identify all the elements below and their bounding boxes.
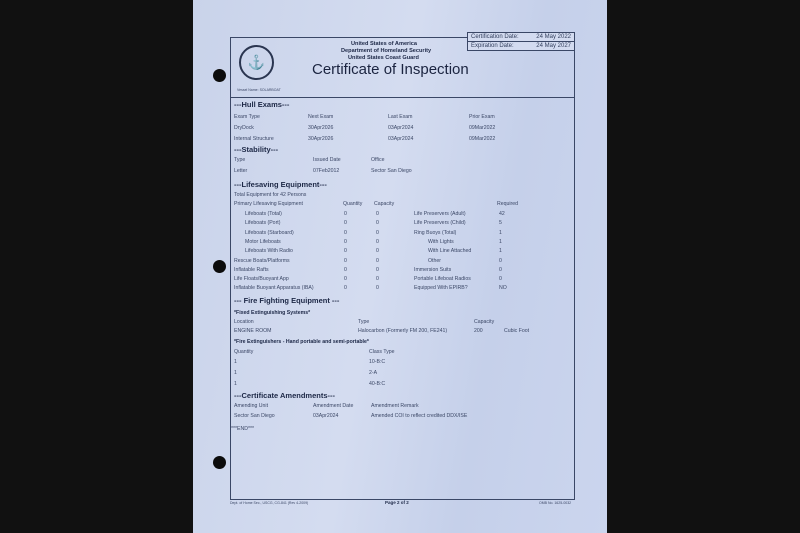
lifesaving-capacity: 0	[376, 220, 379, 227]
lifesaving-item: With Line Attached	[428, 248, 472, 255]
amend-col-header: Amendment Remark	[371, 403, 419, 409]
hull-cell: DryDock	[234, 125, 254, 131]
lifesaving-quantity: 0	[344, 276, 347, 283]
certificate-frame	[230, 34, 575, 500]
portable-cell: 1	[234, 359, 237, 365]
lifesaving-capacity: 0	[376, 257, 379, 264]
lifesaving-required: 0	[499, 276, 502, 283]
end-marker: ***END***	[231, 426, 255, 432]
lifesaving-required: 0	[499, 266, 502, 273]
portable-cell: 2-A	[369, 370, 378, 376]
portable-col-header: Class Type	[369, 349, 395, 355]
lifesaving-quantity: 0	[344, 257, 347, 264]
hull-cell: 09Mar2022	[469, 125, 496, 131]
lifesaving-quantity: 0	[344, 285, 347, 292]
lifesaving-col-header: Capacity	[374, 201, 395, 207]
lifesaving-item: Lifeboats (Starboard)	[245, 229, 294, 236]
footer-form-number: Dept. of Home Sec., USCG, CG-841 (Rev 4-2009)	[230, 501, 309, 505]
fixed-cell: ENGINE ROOM	[234, 328, 272, 334]
lifesaving-capacity: 0	[376, 211, 379, 217]
lifesaving-item: Other	[428, 257, 441, 264]
lifesaving-required: 1	[499, 238, 502, 245]
lifesaving-col-header: Primary Lifesaving Equipment	[234, 201, 303, 207]
lifesaving-item: Rescue Boats/Platforms	[234, 257, 290, 264]
fixed-systems-heading: *Fixed Extinguishing Systems*	[234, 310, 311, 316]
lifesaving-item: Motor Lifeboats	[245, 238, 281, 245]
stability-cell: Letter	[234, 168, 248, 174]
expiration-label: Expiration Date:	[471, 43, 514, 49]
stability-col-header: Issued Date	[313, 157, 341, 163]
lifesaving-required: 5	[499, 220, 502, 227]
amend-cell: Sector San Diego	[234, 413, 275, 419]
lifesaving-item: Life Floats/Buoyant App	[234, 276, 289, 283]
stability-col-header: Type	[234, 157, 246, 163]
lifesaving-capacity: 0	[376, 285, 379, 292]
portable-cell: 1	[234, 370, 237, 376]
portable-cell: 1	[234, 381, 237, 387]
hull-exams-heading: ---Hull Exams---	[234, 100, 290, 109]
lifesaving-item: Lifeboats (Port)	[245, 220, 281, 227]
vessel-name: Vessel Name: SOLARBOAT	[237, 88, 281, 92]
lifesaving-col-header: Quantity	[343, 201, 363, 207]
footer-omb: OMB No. 1625-0032	[539, 501, 572, 505]
lifesaving-capacity: 0	[376, 248, 379, 255]
fixed-cell: 200	[474, 328, 483, 334]
hull-col-header: Prior Exam	[469, 114, 495, 120]
lifesaving-required: 1	[499, 248, 502, 255]
stability-col-header: Office	[371, 157, 385, 163]
amend-col-header: Amendment Date	[313, 403, 354, 409]
punch-hole	[213, 260, 226, 273]
fixed-cell: Halocarbon (Formerly FM 200, FE241)	[358, 328, 448, 334]
lifesaving-quantity: 0	[344, 238, 347, 245]
header-line2: Department of Homeland Security	[341, 48, 432, 54]
header-line3: United States Coast Guard	[348, 55, 419, 61]
punch-hole	[213, 456, 226, 469]
lifesaving-required: 1	[499, 229, 502, 236]
page-title: Certificate of Inspection	[312, 61, 469, 78]
footer-page-number: Page 2 of 2	[385, 500, 409, 505]
lifesaving-item: Immersion Suits	[414, 266, 452, 273]
amend-cell: Amended COI to reflect credited DDX/ISE	[371, 413, 468, 419]
hull-cell: 30Apr2026	[308, 125, 334, 131]
lifesaving-quantity: 0	[344, 229, 347, 236]
expiration-date: 24 May 2027	[536, 43, 571, 49]
amend-cell: 03Apr2024	[313, 413, 339, 419]
stability-heading: ---Stability---	[234, 145, 279, 154]
certification-date: 24 May 2022	[536, 34, 571, 40]
lifesaving-item: Lifeboats With Radio	[245, 248, 293, 255]
lifesaving-heading: ---Lifesaving Equipment---	[234, 180, 327, 189]
hull-cell: 09Mar2022	[469, 136, 496, 142]
fixed-cell: Cubic Foot	[504, 328, 530, 334]
stability-cell: Sector San Diego	[371, 168, 412, 174]
lifesaving-item: Inflatable Rafts	[234, 266, 269, 273]
fire-fighting-heading: --- Fire Fighting Equipment ---	[234, 296, 340, 305]
lifesaving-item: Portable Lifeboat Radios	[414, 276, 471, 283]
amendments-heading: ---Certificate Amendments---	[234, 391, 335, 400]
lifesaving-quantity: 0	[344, 211, 347, 217]
hull-cell: 03Apr2024	[388, 136, 414, 142]
hull-cell: 03Apr2024	[388, 125, 414, 131]
stability-cell: 07Feb2012	[313, 168, 340, 174]
certification-label: Certification Date:	[471, 34, 519, 40]
portable-cell: 10-B:C	[369, 359, 386, 365]
hull-cell: Internal Structure	[234, 136, 274, 142]
fixed-col-header: Capacity	[474, 319, 495, 325]
lifesaving-capacity: 0	[376, 266, 379, 273]
lifesaving-item: Lifeboats (Total)	[245, 211, 282, 217]
certificate-header	[231, 34, 574, 98]
amend-col-header: Amending Unit	[234, 403, 269, 409]
hull-col-header: Last Exam	[388, 114, 413, 120]
lifesaving-item: Equipped With EPIRB?	[414, 285, 468, 292]
lifesaving-required: 0	[499, 257, 502, 264]
lifesaving-item: With Lights	[428, 238, 454, 245]
lifesaving-item: Ring Buoys (Total)	[414, 229, 457, 236]
lifesaving-quantity: 0	[344, 266, 347, 273]
portable-col-header: Quantity	[234, 349, 254, 355]
lifesaving-capacity: 0	[376, 229, 379, 236]
hull-col-header: Exam Type	[234, 114, 260, 120]
lifesaving-required: NO	[499, 285, 507, 292]
lifesaving-capacity: 0	[376, 238, 379, 245]
coast-guard-seal-icon: ⚓	[239, 45, 274, 80]
portable-cell: 40-B:C	[369, 381, 386, 387]
hull-col-header: Next Exam	[308, 114, 334, 120]
lifesaving-quantity: 0	[344, 220, 347, 227]
lifesaving-item: Life Preservers (Adult)	[414, 211, 466, 217]
lifesaving-required: 42	[499, 211, 505, 217]
lifesaving-item: Life Preservers (Child)	[414, 220, 466, 227]
certificate-page	[193, 0, 607, 533]
dates-box	[467, 32, 575, 51]
lifesaving-capacity: 0	[376, 276, 379, 283]
lifesaving-col-header: Required	[497, 201, 519, 207]
header-line1: United States of America	[351, 41, 418, 47]
lifesaving-quantity: 0	[344, 248, 347, 255]
hull-cell: 30Apr2026	[308, 136, 334, 142]
lifesaving-item: Inflatable Buoyant Apparatus (IBA)	[234, 285, 314, 292]
punch-hole	[213, 69, 226, 82]
portable-heading: *Fire Extinguishers - Hand portable and semi-portable*	[234, 339, 369, 345]
fixed-col-header: Type	[358, 319, 370, 325]
fixed-col-header: Location	[234, 319, 254, 325]
lifesaving-total: Total Equipment for 42 Persons	[234, 192, 307, 198]
